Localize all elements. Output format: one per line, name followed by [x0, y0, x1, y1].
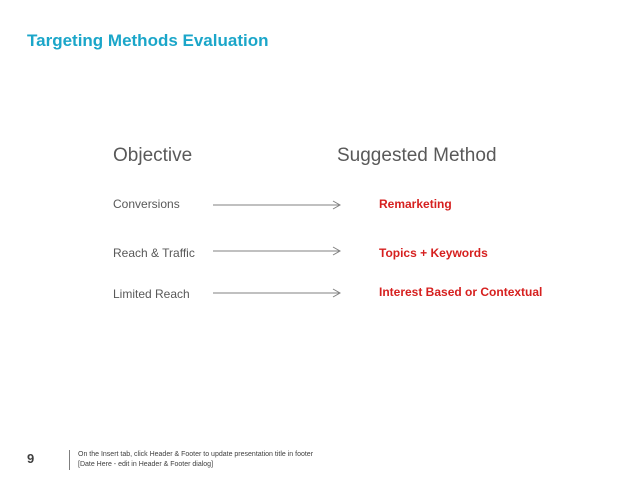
objective-label-limited-reach: Limited Reach	[113, 287, 190, 301]
right-arrow-icon	[213, 200, 341, 210]
method-topics-keywords: Topics + Keywords	[379, 246, 488, 260]
page-number: 9	[27, 451, 35, 466]
method-remarketing: Remarketing	[379, 197, 452, 211]
right-arrow-icon	[213, 288, 341, 298]
objective-label-reach-traffic: Reach & Traffic	[113, 246, 195, 260]
footer-line-1: On the Insert tab, click Header & Footer to update presentation title in footer	[78, 451, 314, 458]
slide-title: Targeting Methods Evaluation	[27, 31, 269, 50]
footer-divider	[69, 450, 70, 470]
suggested-method-column-header: Suggested Method	[337, 145, 497, 166]
right-arrow-icon	[213, 246, 341, 256]
footer-line-2: [Date Here - edit in Header & Footer dialog]	[78, 461, 214, 468]
footer-text	[78, 450, 313, 470]
method-interest-contextual: Interest Based or Contextual	[379, 285, 543, 299]
objective-column-header: Objective	[113, 145, 193, 166]
objective-label-conversions: Conversions	[113, 197, 180, 211]
